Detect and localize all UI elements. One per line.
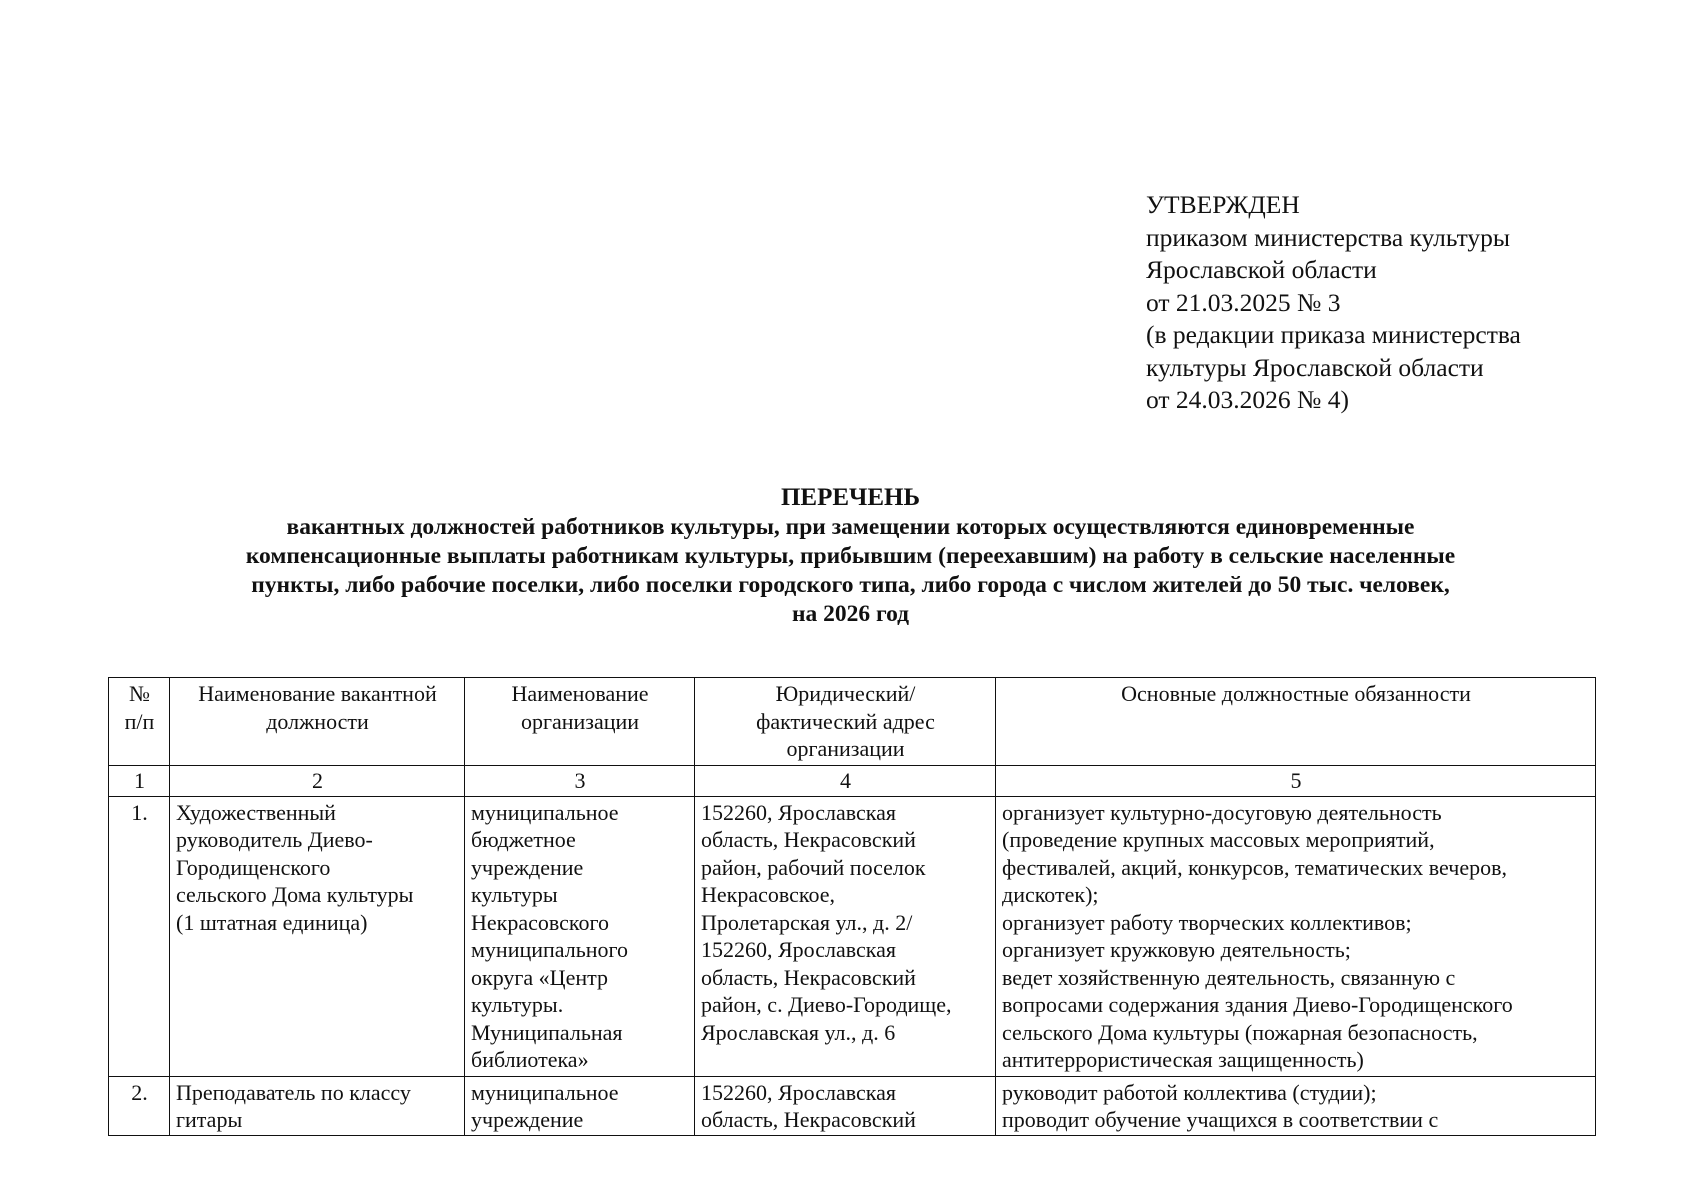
heading-line: на 2026 год bbox=[791, 601, 910, 627]
organization-cell: муниципальное бюджетное учреждение культуры Некрасовского муниципального округа «Центр культуры. Муниципальная библиотека» bbox=[465, 796, 695, 1076]
approval-line: от 21.03.2025 № 3 bbox=[1146, 287, 1341, 317]
document-heading bbox=[108, 483, 1593, 629]
heading-line: компенсационные выплаты работникам культуры, прибывшим (переехавшим) на работу в сельские населенные bbox=[245, 543, 1456, 569]
vacancies-table bbox=[108, 677, 1596, 1136]
address-cell: 152260, Ярославская область, Некрасовский район, рабочий поселок Некрасовское, Пролетарская ул., д. 2/ 152260, Ярославская область, Некрасовский район, с. Диево-Городище, Ярославская ул., д. 6 bbox=[695, 796, 996, 1076]
approval-line: УТВЕРЖДЕН bbox=[1146, 190, 1300, 219]
table-header-row bbox=[109, 678, 1596, 766]
heading-line: вакантных должностей работников культуры, при замещении которых осуществляются единовременные bbox=[286, 514, 1415, 540]
approval-line: Ярославской области bbox=[1146, 255, 1377, 284]
address-cell: 152260, Ярославская область, Некрасовский bbox=[695, 1076, 996, 1135]
approval-line: культуры Ярославской области bbox=[1146, 352, 1484, 382]
heading-line: пункты, либо рабочие поселки, либо поселки городского типа, либо города с числом жителей до 50 тыс. человек, bbox=[251, 572, 1450, 598]
row-index: 2. bbox=[109, 1076, 170, 1135]
document-title: ПЕРЕЧЕНЬ bbox=[780, 484, 921, 511]
header-organization: Наименование организации bbox=[465, 678, 695, 766]
approval-line: приказом министерства культуры bbox=[1146, 222, 1511, 252]
duties-cell: организует культурно-досуговую деятельность (проведение крупных массовых мероприятий, фестивалей, акций, конкурсов, тематических вечеров, дискотек); организует работу творческих коллективов; организует кружковую деятельность; ведет хозяйственную деятельность, связанную с вопросами содержания здания Диево-Городищенского сельского Дома культуры (пожарная безопасность, антитеррористическая защищенность) bbox=[996, 796, 1596, 1076]
table-row bbox=[109, 796, 1596, 1076]
duties-cell: руководит работой коллектива (студии); проводит обучение учащихся в соответствии с bbox=[996, 1076, 1596, 1135]
position-cell: Преподаватель по классу гитары bbox=[170, 1076, 465, 1135]
position-cell: Художественный руководитель Диево- Городищенского сельского Дома культуры (1 штатная единица) bbox=[170, 796, 465, 1076]
column-number: 5 bbox=[996, 765, 1596, 796]
header-address: Юридический/ фактический адрес организации bbox=[695, 678, 996, 766]
column-number: 2 bbox=[170, 765, 465, 796]
approval-line: от 24.03.2026 № 4) bbox=[1146, 385, 1350, 414]
approval-line: (в редакции приказа министерства bbox=[1146, 320, 1521, 349]
column-number: 4 bbox=[695, 765, 996, 796]
column-number-row bbox=[109, 765, 1596, 796]
header-duties: Основные должностные обязанности bbox=[996, 678, 1596, 766]
header-number: № п/п bbox=[109, 678, 170, 766]
column-number: 1 bbox=[109, 765, 170, 796]
row-index: 1. bbox=[109, 796, 170, 1076]
column-number: 3 bbox=[465, 765, 695, 796]
approval-stamp bbox=[1146, 189, 1521, 417]
organization-cell: муниципальное учреждение bbox=[465, 1076, 695, 1135]
table-row bbox=[109, 1076, 1596, 1135]
header-position: Наименование вакантной должности bbox=[170, 678, 465, 766]
